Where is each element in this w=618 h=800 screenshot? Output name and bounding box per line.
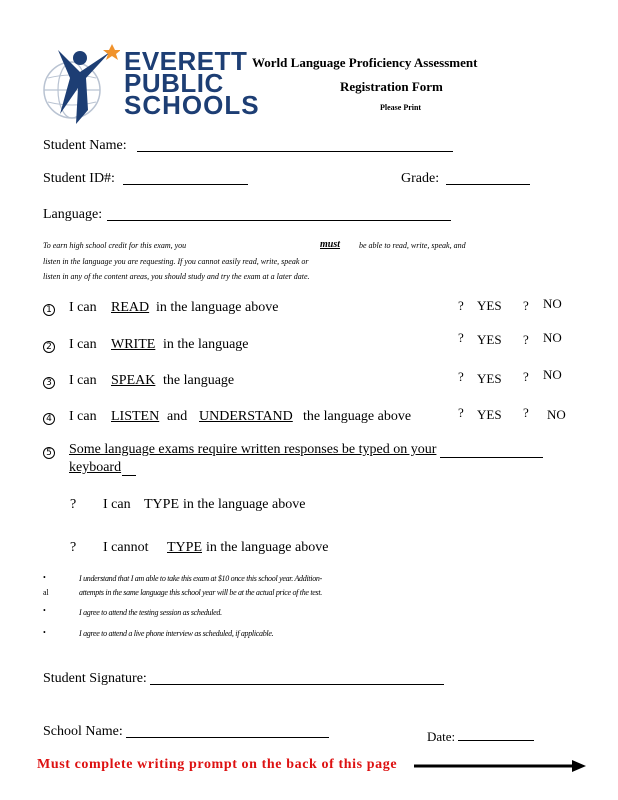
skill-verb-write: WRITE: [111, 337, 156, 352]
item-number-1: 1: [43, 304, 55, 316]
grade-label: Grade:: [401, 171, 440, 186]
yes-checkbox[interactable]: ?: [458, 369, 464, 384]
no-checkbox[interactable]: ?: [523, 332, 529, 347]
footer-instruction: Must complete writing prompt on the back of this page: [37, 757, 398, 772]
bullet: •: [43, 573, 46, 582]
school-name-field[interactable]: [126, 737, 329, 738]
language-field[interactable]: [107, 220, 451, 221]
student-signature-field[interactable]: [150, 684, 444, 685]
item-number-5: 5: [43, 447, 55, 459]
type-opt1-pre: I can: [103, 497, 131, 512]
bullet: •: [43, 606, 46, 615]
item-number-3: 3: [43, 377, 55, 389]
skill-post: in the language above: [156, 300, 279, 315]
skill-pre: I can: [69, 300, 97, 315]
type-no-checkbox[interactable]: ?: [70, 540, 77, 555]
item-number-4: 4: [43, 413, 55, 425]
notice-line-3: listen in any of the content areas, you should study and try the exam at a later date.: [43, 272, 310, 281]
skill-post: the language: [163, 373, 235, 388]
agreement-2: I agree to attend the testing session as scheduled.: [79, 608, 222, 617]
no-label: NO: [543, 330, 562, 345]
no-checkbox[interactable]: ?: [523, 405, 529, 420]
skill-pre: I can: [69, 409, 97, 424]
typing-line-2: keyboard: [69, 460, 122, 475]
date-label: Date:: [427, 729, 456, 744]
yes-checkbox[interactable]: ?: [458, 298, 464, 313]
student-id-field[interactable]: [123, 184, 248, 185]
typing-line-1: Some language exams require written responses be typed on your: [69, 442, 437, 457]
yes-checkbox[interactable]: ?: [458, 330, 464, 345]
skill-post: the language above: [303, 409, 412, 424]
skill-mid: and: [167, 409, 188, 424]
no-checkbox[interactable]: ?: [523, 298, 529, 313]
item-number-2: 2: [43, 341, 55, 353]
skill-pre: I can: [69, 373, 97, 388]
type-opt2-post: in the language above: [206, 540, 329, 555]
skill-verb-read: READ: [111, 300, 150, 315]
skill-pre: I can: [69, 337, 97, 352]
type-opt2-pre: I cannot: [103, 540, 149, 555]
skill-verb-understand: UNDERSTAND: [199, 409, 293, 424]
no-checkbox[interactable]: ?: [523, 369, 529, 384]
student-name-field[interactable]: [137, 151, 453, 152]
grade-field[interactable]: [446, 184, 530, 185]
agreement-1-prefix: al: [43, 588, 49, 597]
agreement-1: I understand that I am able to take this exam at $10 once this school year. Addition-: [79, 574, 322, 583]
type-opt2-verb: TYPE: [167, 540, 202, 555]
no-label: NO: [547, 407, 566, 422]
form-subtitle: Registration Form: [340, 79, 443, 94]
type-yes-checkbox[interactable]: ?: [70, 497, 77, 512]
yes-checkbox[interactable]: ?: [458, 405, 464, 420]
skill-verb-listen: LISTEN: [111, 409, 160, 424]
print-instruction: Please Print: [380, 103, 422, 112]
agreement-1b: attempts in the same language this school year will be at the actual price of the test.: [79, 588, 322, 597]
type-opt1-post: in the language above: [183, 497, 306, 512]
language-label: Language:: [43, 207, 103, 222]
skill-post: in the language: [163, 337, 249, 352]
yes-label: YES: [477, 407, 502, 422]
type-opt1-verb: TYPE: [144, 497, 179, 512]
student-signature-label: Student Signature:: [43, 671, 147, 686]
logo-figure-icon: [38, 38, 120, 128]
skill-verb-speak: SPEAK: [111, 373, 156, 388]
notice-must: must: [320, 239, 341, 250]
logo-line-3: SCHOOLS: [124, 90, 260, 120]
no-label: NO: [543, 296, 562, 311]
student-name-label: Student Name:: [43, 138, 127, 153]
notice-line-2: listen in the language you are requesting. If you cannot easily read, write, speak or: [43, 257, 309, 266]
no-label: NO: [543, 367, 562, 382]
agreement-3: I agree to attend a live phone interview as scheduled, if applicable.: [79, 629, 274, 638]
logo-line-1: EVERETT: [124, 46, 248, 76]
arrow-right-icon: [414, 758, 589, 774]
student-id-label: Student ID#:: [43, 171, 115, 186]
yes-label: YES: [477, 298, 502, 313]
logo-line-2: PUBLIC: [124, 68, 224, 98]
date-field[interactable]: [458, 740, 534, 741]
form-title: World Language Proficiency Assessment: [252, 55, 478, 70]
notice-line-1a: To earn high school credit for this exam, you: [43, 241, 187, 250]
notice-line-1b: be able to read, write, speak, and: [359, 241, 466, 250]
district-logo: [38, 38, 260, 128]
bullet: •: [43, 628, 46, 637]
yes-label: YES: [477, 332, 502, 347]
school-name-label: School Name:: [43, 724, 123, 739]
yes-label: YES: [477, 371, 502, 386]
